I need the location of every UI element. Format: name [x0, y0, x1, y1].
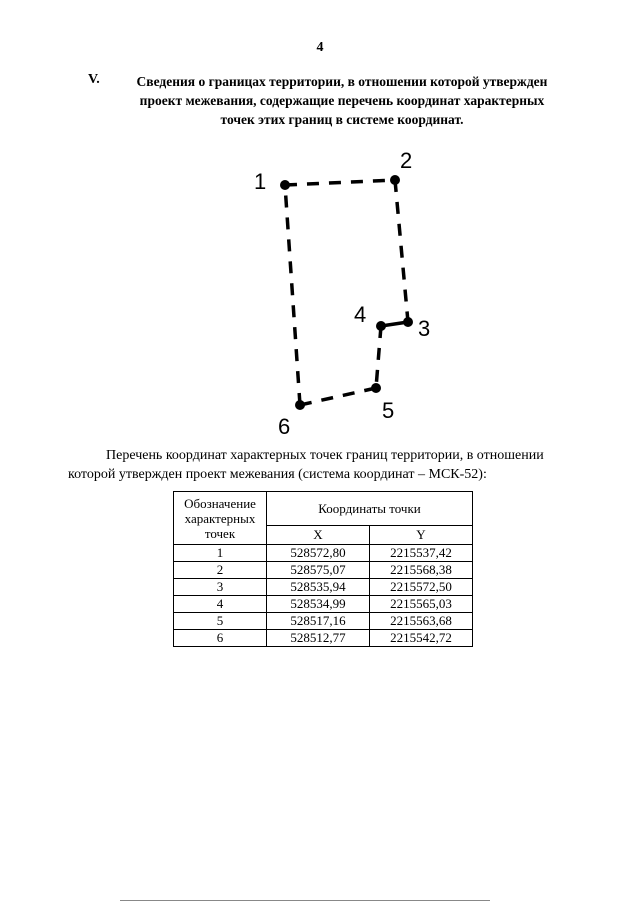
- cell-y: 2215565,03: [370, 596, 473, 613]
- cell-x: 528535,94: [267, 579, 370, 596]
- coordinates-table: [173, 491, 473, 647]
- point-label-3: 3: [418, 316, 431, 341]
- cell-y: 2215568,38: [370, 562, 473, 579]
- cell-point: 1: [174, 545, 267, 562]
- point-label-1: 1: [254, 169, 267, 194]
- boundary-segment-6-1: [285, 185, 300, 405]
- point-marker-1: [280, 180, 290, 190]
- point-marker-5: [371, 383, 381, 393]
- point-marker-2: [390, 175, 400, 185]
- point-marker-6: [295, 400, 305, 410]
- header-coordinates: Координаты точки: [267, 492, 473, 526]
- cell-point: 3: [174, 579, 267, 596]
- cell-point: 6: [174, 630, 267, 647]
- header-x: X: [267, 526, 370, 545]
- table-row: [174, 613, 473, 630]
- cell-point: 2: [174, 562, 267, 579]
- cell-y: 2215563,68: [370, 613, 473, 630]
- point-marker-4: [376, 321, 386, 331]
- table-header-row: [174, 492, 473, 526]
- boundary-segment-2-3: [395, 180, 408, 322]
- table-row: [174, 630, 473, 647]
- intro-paragraph: [68, 446, 578, 484]
- cell-x: 528512,77: [267, 630, 370, 647]
- point-label-2: 2: [400, 148, 413, 173]
- intro-line: Перечень координат характерных точек границ территории, в отношении: [106, 448, 544, 463]
- boundary-lines: [285, 180, 408, 405]
- footer-divider: [120, 900, 490, 901]
- point-label-4: 4: [354, 302, 367, 327]
- page-number: 4: [316, 40, 324, 55]
- cell-x: 528517,16: [267, 613, 370, 630]
- cell-x: 528534,99: [267, 596, 370, 613]
- cell-point: 5: [174, 613, 267, 630]
- point-label-5: 5: [382, 398, 395, 423]
- section-title-line: Сведения о границах территории, в отношении которой утвержден: [136, 74, 548, 89]
- table-row: [174, 579, 473, 596]
- cell-point: 4: [174, 596, 267, 613]
- table-row: [174, 596, 473, 613]
- table-row: [174, 545, 473, 562]
- section-title-line: проект межевания, содержащие перечень координат характерных: [139, 93, 545, 108]
- point-label-6: 6: [278, 414, 291, 439]
- header-point-designation: Обозначение характерных точек: [174, 492, 267, 545]
- boundary-points: [280, 175, 413, 410]
- boundary-segment-5-6: [300, 388, 376, 405]
- table-row: [174, 562, 473, 579]
- cell-x: 528575,07: [267, 562, 370, 579]
- boundary-segment-1-2: [285, 180, 395, 185]
- section-title-line: точек этих границ в системе координат.: [220, 112, 464, 127]
- section-number: V.: [88, 72, 100, 87]
- cell-x: 528572,80: [267, 545, 370, 562]
- point-marker-3: [403, 317, 413, 327]
- boundary-scheme: [240, 140, 450, 440]
- header-y: Y: [370, 526, 473, 545]
- intro-line: которой утвержден проект межевания (система координат – МСК-52):: [68, 467, 487, 482]
- boundary-segment-4-5: [376, 326, 381, 388]
- section-title: [112, 72, 572, 129]
- cell-y: 2215542,72: [370, 630, 473, 647]
- cell-y: 2215537,42: [370, 545, 473, 562]
- cell-y: 2215572,50: [370, 579, 473, 596]
